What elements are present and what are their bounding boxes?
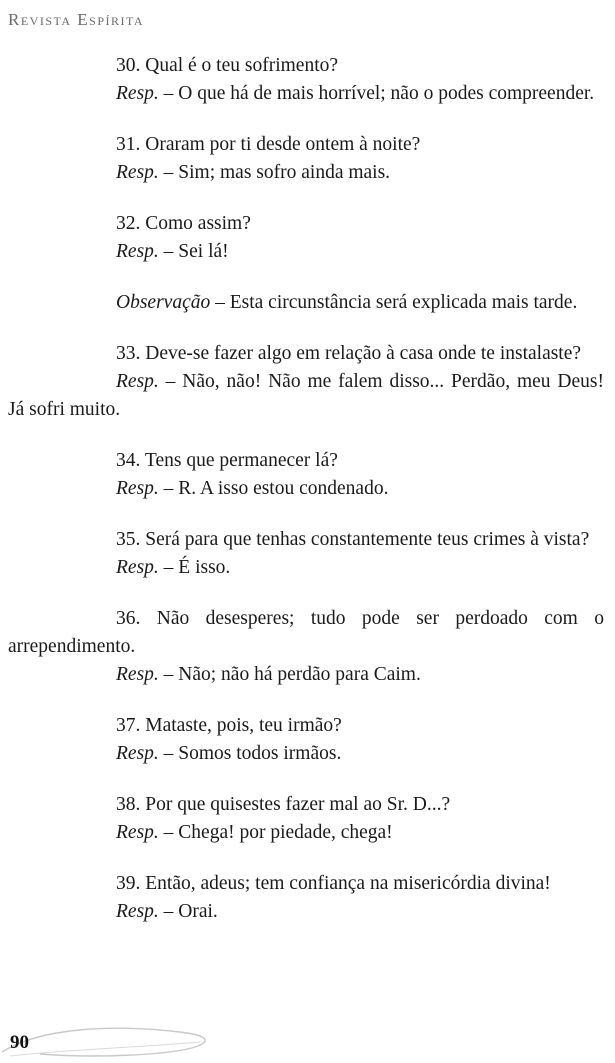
resp-label: Resp. [116, 241, 159, 262]
qa-entry-33 [8, 340, 604, 424]
question: 35. Será para que tenhas constantemente teus crimes à vista? [116, 529, 590, 550]
question: 37. Mataste, pois, teu irmão? [116, 715, 342, 736]
answer [8, 819, 604, 847]
qa-entry-34 [8, 447, 604, 503]
observation [8, 289, 604, 317]
resp-label: Resp. [116, 162, 159, 183]
resp-label: Resp. [116, 557, 159, 578]
answer-text: – Orai. [158, 901, 218, 922]
answer [8, 740, 604, 768]
answer [8, 475, 604, 503]
answer-text: – Sei lá! [158, 241, 229, 262]
answer-text: – É isso. [158, 557, 231, 578]
answer [8, 898, 604, 926]
question: 32. Como assim? [116, 213, 251, 234]
question: 36. Não desesperes; tudo pode ser perdoado com o arrependimento. [8, 608, 604, 657]
answer-text: – Chega! por piedade, chega! [158, 822, 393, 843]
resp-label: Resp. [116, 83, 159, 104]
answer-text: – Sim; mas sofro ainda mais. [158, 162, 391, 183]
qa-entry-36 [8, 605, 604, 689]
qa-entry-37 [8, 712, 604, 768]
answer [8, 554, 604, 582]
resp-label: Resp. [116, 371, 159, 392]
qa-entry-38 [8, 791, 604, 847]
answer [8, 159, 604, 187]
answer-text: – Somos todos irmãos. [158, 743, 342, 764]
question: 30. Qual é o teu sofrimento? [116, 55, 339, 76]
running-head: Revista Espírita [8, 10, 145, 29]
answer-text: – Não; não há perdão para Caim. [158, 664, 421, 685]
observation-label: Observação [116, 292, 211, 313]
answer [8, 368, 604, 424]
qa-entry-39 [8, 870, 604, 926]
qa-entry-31 [8, 131, 604, 187]
question: 33. Deve-se fazer algo em relação à casa onde te instalaste? [116, 343, 582, 364]
qa-entry-35 [8, 526, 604, 582]
observation-note [8, 289, 604, 317]
question: 38. Por que quisestes fazer mal ao Sr. D...? [116, 794, 451, 815]
answer [8, 80, 604, 108]
question: 31. Oraram por ti desde ontem à noite? [116, 134, 421, 155]
question: 34. Tens que permanecer lá? [116, 450, 338, 471]
observation-text: – Esta circunstância será explicada mais tarde. [210, 292, 578, 313]
answer [8, 238, 604, 266]
resp-label: Resp. [116, 743, 159, 764]
qa-entry-30 [8, 52, 604, 108]
answer-text: – R. A isso estou condenado. [158, 478, 389, 499]
answer [8, 661, 604, 689]
resp-label: Resp. [116, 901, 159, 922]
footer-swoosh-ornament [0, 1022, 230, 1062]
qa-entry-32 [8, 210, 604, 266]
answer-text: – O que há de mais horrível; não o podes compreender. [158, 83, 595, 104]
resp-label: Resp. [116, 822, 159, 843]
question: 39. Então, adeus; tem confiança na misericórdia divina! [116, 873, 551, 894]
resp-label: Resp. [116, 478, 159, 499]
answer-text: – Não, não! Não me falem disso... Perdão, meu Deus! Já sofri muito. [8, 371, 604, 420]
page-number: 90 [10, 1032, 29, 1053]
page-body [8, 52, 604, 949]
resp-label: Resp. [116, 664, 159, 685]
